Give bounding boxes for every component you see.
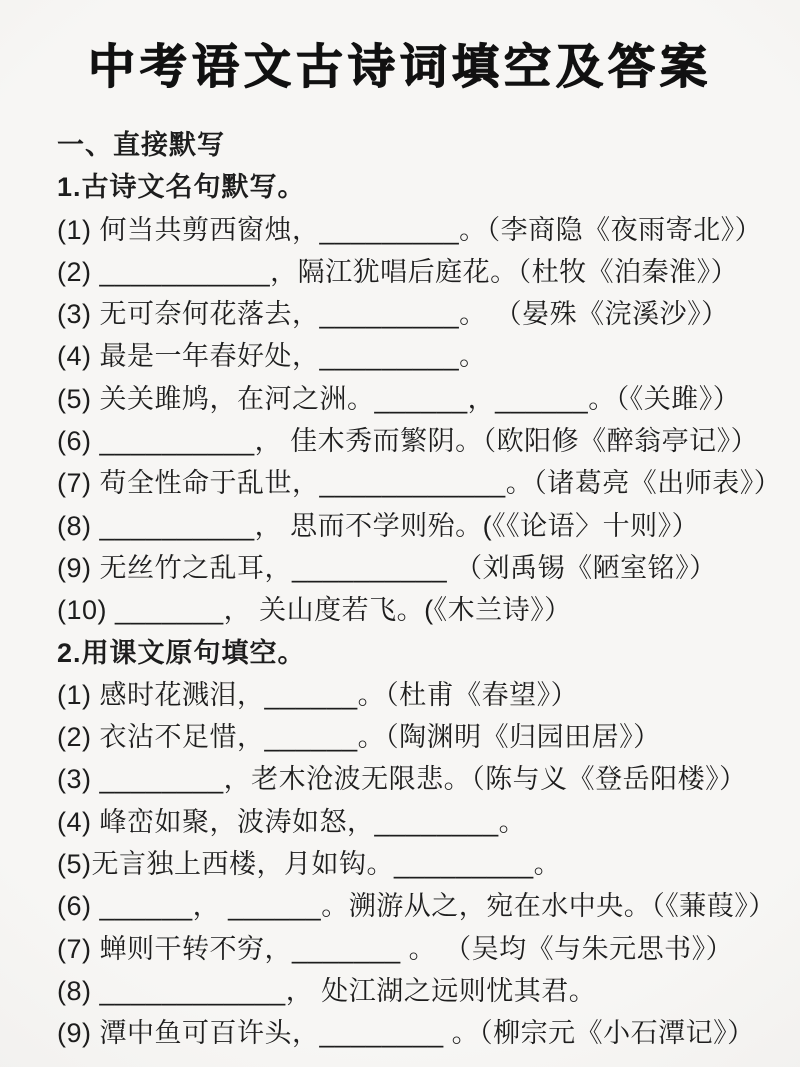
question-line: (2) ___________，隔江犹唱后庭花。（杜牧《泊秦淮》） [57, 256, 739, 287]
worksheet-body [57, 124, 782, 1055]
section-1-subheading: 1.古诗文名句默写。 [57, 172, 306, 203]
question-line: (8) ____________， 处江湖之远则忧其君。 [57, 975, 597, 1006]
question-line: (6) __________， 佳木秀而繁阴。（欧阳修《醉翁亭记》） [57, 426, 759, 457]
page-title: 中考语文古诗词填空及答案 [88, 42, 712, 94]
question-line: (7) 蝉则干转不穷，_______ 。 （吴均《与朱元思书》） [57, 933, 734, 964]
question-line: (5)无言独上西楼，月如钩。_________。 [57, 849, 562, 880]
question-line: (9) 潭中鱼可百许头，________ 。（柳宗元《小石潭记》） [57, 1018, 755, 1049]
question-line: (2) 衣沾不足惜，______。（陶渊明《归园田居》） [57, 722, 661, 753]
question-line: (4) 最是一年春好处，_________。 [57, 341, 487, 372]
question-line: (3) 无可奈何花落去，_________。 （晏殊《浣溪沙》） [57, 299, 729, 330]
question-line: (1) 何当共剪西窗烛，_________。（李商隐《夜雨寄北》） [57, 214, 763, 245]
question-line: (10) _______， 关山度若飞。(《木兰诗》） [57, 595, 572, 626]
question-line: (4) 峰峦如聚，波涛如怒，________。 [57, 806, 527, 837]
question-line: (7) 苟全性命于乱世，____________。（诸葛亮《出师表》） [57, 468, 782, 499]
question-line: (9) 无丝竹之乱耳，__________ （刘禹锡《陋室铭》） [57, 552, 717, 583]
question-line: (5) 关关雎鸠，在河之洲。______，______。（《关雎》） [57, 383, 741, 414]
question-line: (8) __________， 思而不学则殆。(《《论语〉十则》） [57, 510, 700, 541]
question-line: (3) ________，老木沧波无限悲。（陈与义《登岳阳楼》） [57, 764, 747, 795]
section-2-subheading: 2.用课文原句填空。 [57, 637, 306, 668]
question-line: (6) ______， ______。溯游从之，宛在水中央。（《蒹葭》） [57, 891, 776, 922]
question-line: (1) 感时花溅泪，______。（杜甫《春望》） [57, 679, 579, 710]
section-1-heading: 一、直接默写 [57, 130, 225, 160]
